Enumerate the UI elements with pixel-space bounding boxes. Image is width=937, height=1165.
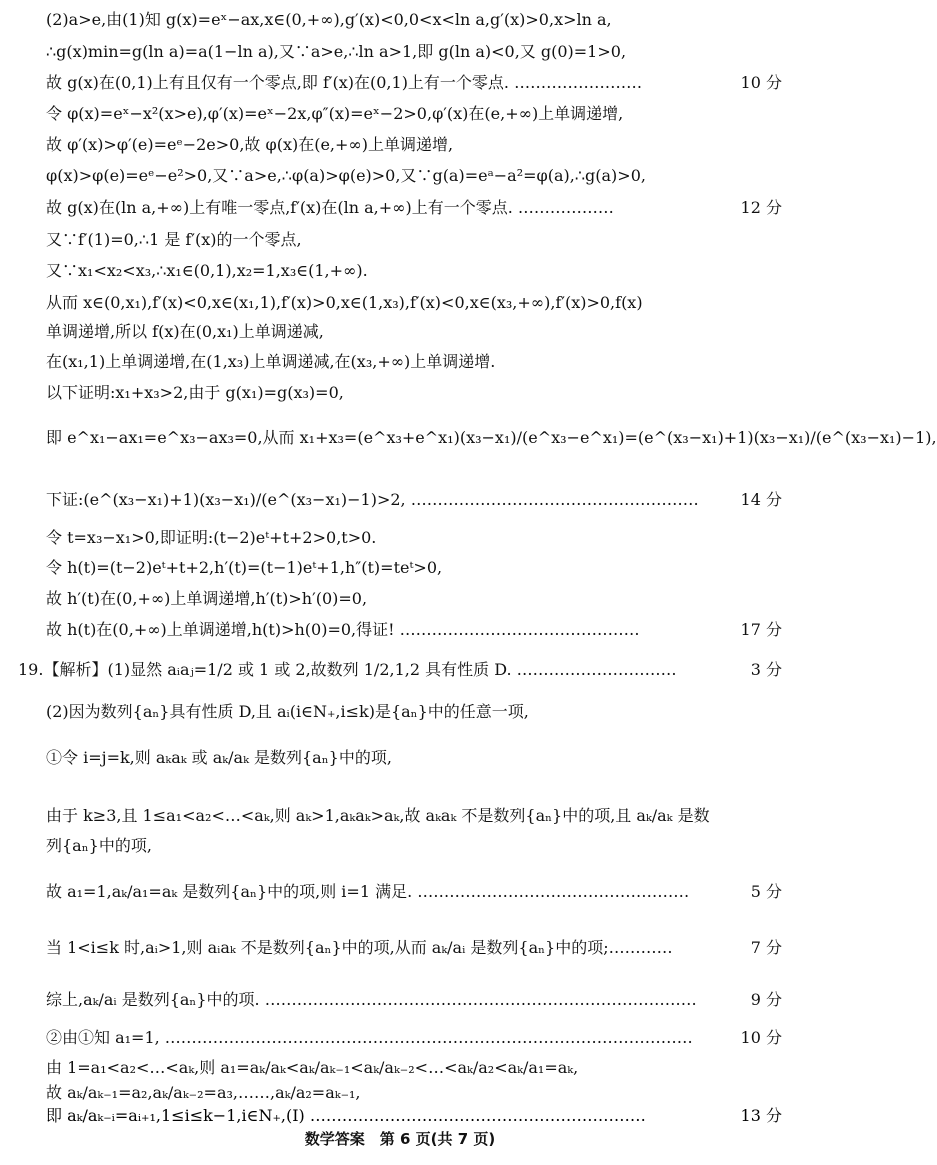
text-line: ①令 i=j=k,则 aₖaₖ 或 aₖ/aₖ 是数列{aₙ}中的项, [46, 748, 392, 767]
text-line: 列{aₙ}中的项, [46, 836, 152, 855]
text-line: ②由①知 a₁=1, ……………………………………………………………………………………… [46, 1028, 693, 1047]
score-mark: 12 分 [740, 198, 782, 217]
text-line: 综上,aₖ/aᵢ 是数列{aₙ}中的项. ……………………………………………………………………… [46, 990, 697, 1009]
text-line: 令 h(t)=(t−2)eᵗ+t+2,h′(t)=(t−1)eᵗ+1,h″(t)=teᵗ>0, [46, 558, 443, 577]
score-mark: 10 分 [740, 1028, 782, 1047]
text-line: 故 h′(t)在(0,+∞)上单调递增,h′(t)>h′(0)=0, [46, 589, 368, 608]
text-line: 故 aₖ/aₖ₋₁=a₂,aₖ/aₖ₋₂=a₃,……,aₖ/a₂=aₖ₋₁, [46, 1083, 361, 1102]
text-line: 单调递增,所以 f(x)在(0,x₁)上单调递减, [46, 322, 324, 341]
text-line: 又∵x₁<x₂<x₃,∴x₁∈(0,1),x₂=1,x₃∈(1,+∞). [46, 261, 368, 280]
text-line: 由 1=a₁<a₂<…<aₖ,则 a₁=aₖ/aₖ<aₖ/aₖ₋₁<aₖ/aₖ₋₂<…<aₖ/a₂<aₖ/a₁=aₖ, [46, 1058, 579, 1077]
text-line: 又∵f′(1)=0,∴1 是 f′(x)的一个零点, [46, 230, 302, 249]
text-line: 令 φ(x)=eˣ−x²(x>e),φ′(x)=eˣ−2x,φ″(x)=eˣ−2>0,φ′(x)在(e,+∞)上单调递增, [46, 104, 624, 123]
text-line: 故 a₁=1,aₖ/a₁=aₖ 是数列{aₙ}中的项,则 i=1 满足. …………………………………………… [46, 882, 690, 901]
text-line: 当 1<i≤k 时,aᵢ>1,则 aᵢaₖ 不是数列{aₙ}中的项,从而 aₖ/aᵢ 是数列{aₙ}中的项;………… [46, 938, 673, 957]
score-mark: 5 分 [750, 882, 782, 901]
text-line: ∴g(x)min=g(ln a)=a(1−ln a),又∵a>e,∴ln a>1,即 g(ln a)<0,又 g(0)=1>0, [46, 42, 627, 61]
score-mark: 13 分 [740, 1106, 782, 1125]
score-mark: 14 分 [740, 490, 782, 509]
score-mark: 3 分 [750, 660, 782, 679]
text-line: 故 g(x)在(ln a,+∞)上有唯一零点,f′(x)在(ln a,+∞)上有一个零点. ……………… [46, 198, 614, 217]
text-line: 即 e^x₁−ax₁=e^x₃−ax₃=0,从而 x₁+x₃=(e^x₃+e^x₁)(x₃−x₁)/(e^x₃−e^x₁)=(e^(x₃−x₁)+1)(x₃−x₁)/(e^(x₃−x₁)−1), [46, 428, 937, 447]
score-mark: 7 分 [750, 938, 782, 957]
text-line: (2)a>e,由(1)知 g(x)=eˣ−ax,x∈(0,+∞),g′(x)<0,0<x<ln a,g′(x)>0,x>ln a, [46, 10, 612, 29]
text-line: (2)因为数列{aₙ}具有性质 D,且 aᵢ(i∈N₊,i≤k)是{aₙ}中的任意一项, [46, 702, 529, 721]
text-line: 在(x₁,1)上单调递增,在(1,x₃)上单调递减,在(x₃,+∞)上单调递增. [46, 352, 496, 371]
question-19-line: 19.【解析】(1)显然 aᵢaⱼ=1/2 或 1 或 2,故数列 1/2,1,2 具有性质 D. ………………………… [18, 660, 677, 679]
text-line: φ(x)>φ(e)=eᵉ−e²>0,又∵a>e,∴φ(a)>φ(e)>0,又∵g(a)=eᵃ−a²=φ(a),∴g(a)>0, [46, 166, 646, 185]
text-line: 故 g(x)在(0,1)上有且仅有一个零点,即 f′(x)在(0,1)上有一个零点. …………………… [46, 73, 643, 92]
text-line: 令 t=x₃−x₁>0,即证明:(t−2)eᵗ+t+2>0,t>0. [46, 528, 377, 547]
text-line: 以下证明:x₁+x₃>2,由于 g(x₁)=g(x₃)=0, [46, 383, 344, 402]
score-mark: 17 分 [740, 620, 782, 639]
text-line: 由于 k≥3,且 1≤a₁<a₂<…<aₖ,则 aₖ>1,aₖaₖ>aₖ,故 aₖaₖ 不是数列{aₙ}中的项,且 aₖ/aₖ 是数 [46, 806, 710, 825]
text-line: 故 φ′(x)>φ′(e)=eᵉ−2e>0,故 φ(x)在(e,+∞)上单调递增, [46, 135, 454, 154]
score-mark: 9 分 [750, 990, 782, 1009]
page-footer: 数学答案 第 6 页(共 7 页) [304, 1130, 496, 1148]
text-line: 故 h(t)在(0,+∞)上单调递增,h(t)>h(0)=0,得证! ……………………………………… [46, 620, 640, 639]
score-mark: 10 分 [740, 73, 782, 92]
text-line: 从而 x∈(0,x₁),f′(x)<0,x∈(x₁,1),f′(x)>0,x∈(1,x₃),f′(x)<0,x∈(x₃,+∞),f′(x)>0,f(x) [46, 293, 643, 312]
text-line: 下证:(e^(x₃−x₁)+1)(x₃−x₁)/(e^(x₃−x₁)−1)>2, ……………………………………………… [46, 490, 699, 509]
text-line: 即 aₖ/aₖ₋ᵢ=aᵢ₊₁,1≤i≤k−1,i∈N₊,(Ⅰ) ……………………………………………………… [46, 1106, 646, 1125]
